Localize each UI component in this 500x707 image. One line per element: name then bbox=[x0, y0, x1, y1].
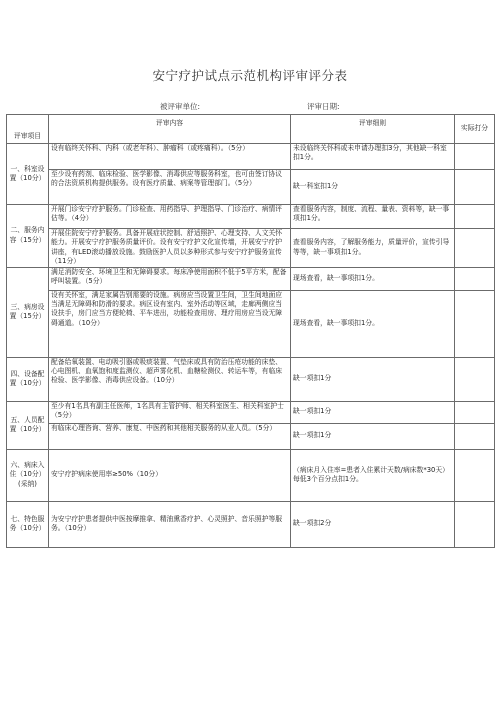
detail-cell: 未设临终关怀科或未申请办理扣3分，其他缺一科室扣1分。 bbox=[291, 144, 455, 170]
header-content: 评审内容 bbox=[49, 115, 291, 144]
category-cell: 三、病房设置（15分） bbox=[7, 267, 49, 357]
header-detail: 评审细则 bbox=[291, 115, 455, 144]
evaluation-table bbox=[6, 114, 495, 548]
detail-cell: 缺一项扣2分 bbox=[291, 501, 455, 547]
score-cell[interactable] bbox=[455, 290, 495, 357]
table-row bbox=[7, 357, 495, 401]
score-cell[interactable] bbox=[455, 170, 495, 205]
score-cell[interactable] bbox=[455, 423, 495, 449]
score-cell[interactable] bbox=[455, 449, 495, 501]
header-score: 实际打分 bbox=[455, 115, 495, 144]
table-row bbox=[7, 205, 495, 229]
score-cell[interactable] bbox=[455, 267, 495, 290]
category-cell: 六、病床入住（10分）(采纳) bbox=[7, 449, 49, 501]
content-cell: 满足消防安全、环境卫生和无障碍要求。每床净使用面积不低于5平方米，配备呼叫装置。（5分） bbox=[49, 267, 291, 290]
content-cell: 设有关怀室，满足家属告别需要的设施。病房应当设置卫生间，卫生间地面应当满足无障碍和防滑的要求。病区设有室内、室外活动等区域，走廊两侧应当设扶手，房门应当方便轮椅、平车进出，功能检查用房、理疗用房应当设无障碍通道。（10分） bbox=[49, 290, 291, 357]
category-cell: 四、设备配置（10分） bbox=[7, 357, 49, 401]
category-cell: 一、科室设置（10分） bbox=[7, 144, 49, 205]
table-row bbox=[7, 229, 495, 268]
score-cell[interactable] bbox=[455, 229, 495, 268]
content-cell: 至少有1名具有副主任医师，1名具有主管护师、相关科室医生、相关科室护士（5分） bbox=[49, 401, 291, 423]
table-row bbox=[7, 449, 495, 501]
score-cell[interactable] bbox=[455, 357, 495, 401]
content-cell: 有临床心理咨询、营养、康复、中医药和其他相关服务的从业人员。（5分） bbox=[49, 423, 291, 449]
detail-cell: 现场查看，缺一事项扣1分。 bbox=[291, 290, 455, 357]
table-header-row bbox=[7, 115, 495, 144]
detail-cell: 查看服务内容，了解服务能力，质量评价，宣传引导等等，缺一事项扣1分。 bbox=[291, 229, 455, 268]
content-cell: 开展住院安宁疗护服务。具备开展症状控制、舒适照护、心理支持、人文关怀能力。开展安宁疗护服务质量评价。设有安宁疗护文化宣传墙，开展安宁疗护讲座，有LED滚动播放设施。鼓励医护人员以多种形式参与安宁疗护服务宣传（11分） bbox=[49, 229, 291, 268]
content-cell: 开展门诊安宁疗护服务。门诊检查、用药指导、护理指导、门诊治疗、病情评估等。（4分） bbox=[49, 205, 291, 229]
category-cell: 五、人员配置（10分） bbox=[7, 401, 49, 449]
evaluated-unit-label: 被评审单位: bbox=[160, 102, 201, 111]
table-row bbox=[7, 144, 495, 170]
evaluation-date-label: 评审日期: bbox=[307, 102, 340, 111]
category-cell: 二、服务内容（15分） bbox=[7, 205, 49, 268]
detail-cell: 查看服务内容，制度、流程、量表、资料等，缺一事项扣1分。 bbox=[291, 205, 455, 229]
category-cell: 七、特色服务（10分） bbox=[7, 501, 49, 547]
content-cell: 设有临终关怀科、内科（或老年科）、肿瘤科（或疼痛科）。（5分） bbox=[49, 144, 291, 170]
detail-cell: （病床月入住率=患者入住累计天数/病床数*30天）每低3个百分点扣1分。 bbox=[291, 449, 455, 501]
detail-cell: 缺一项扣1分 bbox=[291, 423, 455, 449]
table-row bbox=[7, 501, 495, 547]
table-row bbox=[7, 290, 495, 357]
detail-cell: 缺一科室扣1分 bbox=[291, 170, 455, 205]
table-row bbox=[7, 267, 495, 290]
content-cell: 安宁疗护病床使用率≥50%（10分） bbox=[49, 449, 291, 501]
detail-cell: 缺一项扣1分 bbox=[291, 357, 455, 401]
score-cell[interactable] bbox=[455, 401, 495, 423]
score-cell[interactable] bbox=[455, 144, 495, 170]
score-cell[interactable] bbox=[455, 501, 495, 547]
content-cell: 配备给氧装置、电动吸引器或吸痰装置、气垫床或具有防治压疮功能的床垫、心电图机、血氧饱和度监测仪、超声雾化机、血糖检测仪、转运车等，有临床检验、医学影像、消毒供应设备。（10分） bbox=[49, 357, 291, 401]
page-title: 安宁疗护试点示范机构评审评分表 bbox=[152, 68, 348, 83]
detail-cell: 现场查看，缺一事项扣1分。 bbox=[291, 267, 455, 290]
header-item: 评审项目 bbox=[7, 115, 49, 144]
content-cell: 为安宁疗护患者提供中医按摩推拿、精油熏香疗护、心灵照护、音乐照护等服务。（10分） bbox=[49, 501, 291, 547]
detail-cell: 缺一项扣1分 bbox=[291, 401, 455, 423]
content-cell: 至少设有药剂、临床检验、医学影像、消毒供应等服务科室，也可由签订协议的合法资质机构提供服务。设有医疗质量、病案等管理部门。（5分） bbox=[49, 170, 291, 205]
table-row bbox=[7, 423, 495, 449]
table-row bbox=[7, 401, 495, 423]
table-row bbox=[7, 170, 495, 205]
score-cell[interactable] bbox=[455, 205, 495, 229]
